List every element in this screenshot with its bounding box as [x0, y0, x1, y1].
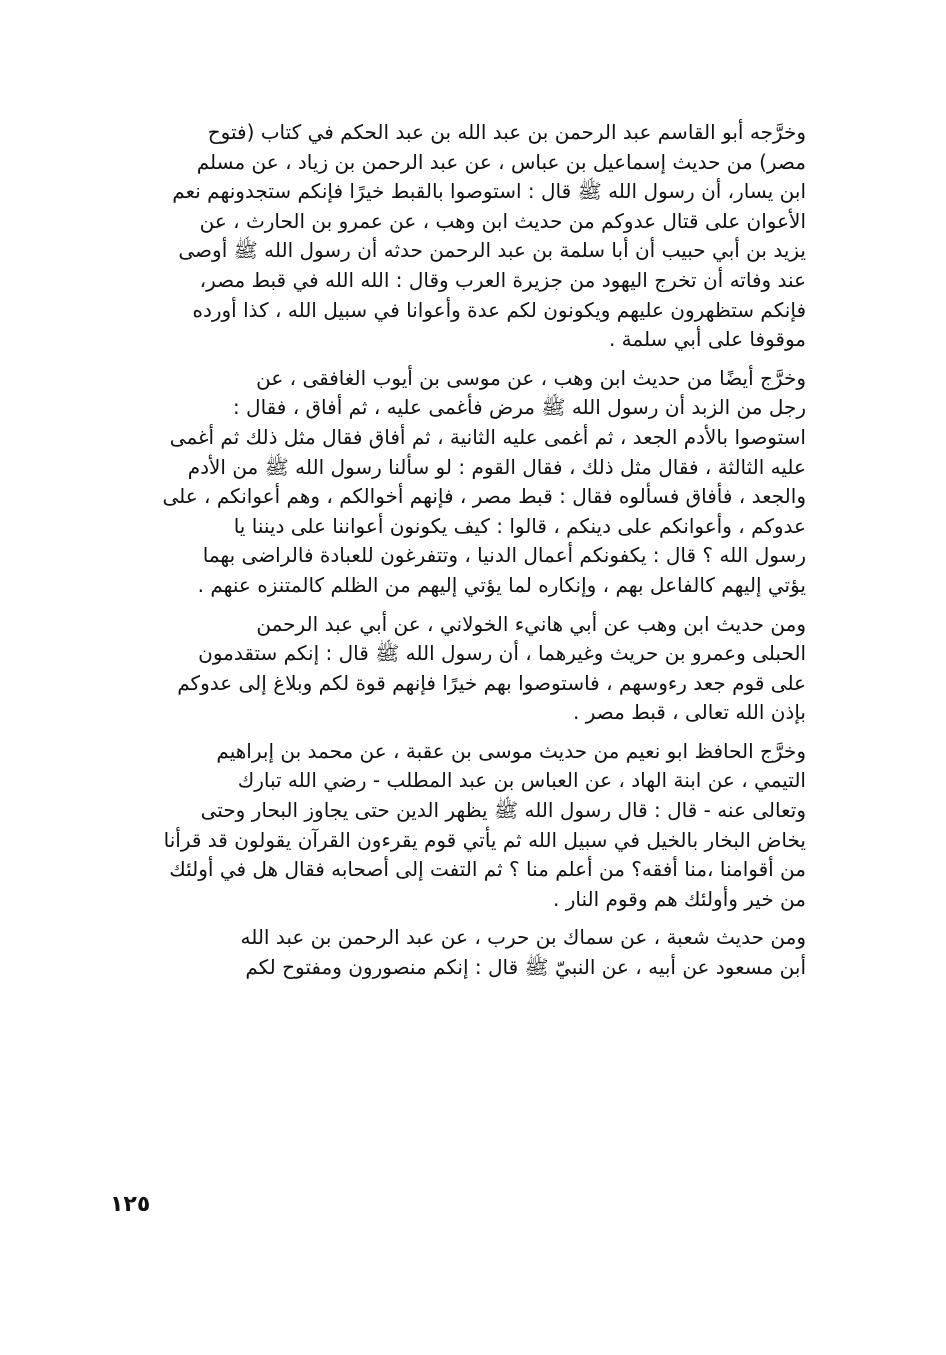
text-line: والجعد ، فأفاق فسألوه فقال : قبط مصر ، فإنهم أخوالكم ، وهم أعوانكم ، على: [162, 484, 806, 509]
text-line: رسول الله ؟ قال : يكفونكم أعمال الدنيا ، وتتفرغون للعبادة فالراضى بهما: [202, 543, 806, 568]
text-line: استوصوا بالأدم الجعد ، ثم أغمى عليه الثانية ، ثم أفاق فقال مثل ذلك ثم أغمى: [169, 424, 806, 449]
body-text: [108, 118, 840, 992]
text-line: الحبلى وعمرو بن حريث وغيرهما ، أن رسول الله ﷺ قال : إنكم ستقدمون: [198, 641, 806, 666]
paragraph: [108, 737, 840, 915]
text-line: بإذن الله تعالى ، قبط مصر .: [573, 700, 806, 725]
text-line: التيمي ، عن ابنة الهاد ، عن العباس بن عبد المطلب - رضي الله تبارك: [237, 768, 806, 793]
text-line: ابن يسار، أن رسول الله ﷺ قال : استوصوا بالقبط خيرًا فإنكم ستجدونهم نعم: [172, 179, 806, 204]
text-line: موقوفا على أبي سلمة .: [608, 327, 806, 352]
text-line: ومن حديث شعبة ، عن سماك بن حرب ، عن عبد الرحمن بن عبد الله: [240, 925, 806, 950]
paragraph: [108, 118, 840, 355]
text-line: عدوكم ، وأعوانكم على دينكم ، قالوا : كيف يكونون أعواننا على ديننا يا: [233, 513, 806, 538]
text-line: من خير وأولئك هم وقوم النار .: [553, 886, 806, 911]
text-line: وتعالى عنه - قال : قال رسول الله ﷺ يظهر الدين حتى يجاوز البحار وحتى: [200, 798, 806, 823]
text-line: يؤتي إليهم كالفاعل بهم ، وإنكاره لما يؤتي إليهم من الظلم كالمتنزه عنهم .: [197, 572, 806, 597]
text-line: يخاض البخار بالخيل في سبيل الله ثم يأتي قوم يقرءون القرآن يقولون قد قرأنا: [163, 827, 806, 852]
paragraph: [108, 364, 840, 601]
text-line: من أقوامنا ،منا أفقه؟ من أعلم منا ؟ ثم التفت إلى أصحابه فقال هل في أولئك: [169, 857, 806, 882]
paragraph: [108, 923, 840, 982]
text-line: مصر) من حديث إسماعيل بن عباس ، عن عبد الرحمن بن زياد ، عن مسلم: [196, 149, 806, 174]
text-line: يزيد بن أبي حبيب أن أبا سلمة بن عبد الرحمن حدثه أن رسول الله ﷺ أوصى: [178, 238, 806, 263]
text-line: على قوم جعد رءوسهم ، فاستوصوا بهم خيرًا فإنهم قوة لكم وبلاغ إلى عدوكم: [177, 670, 806, 695]
paragraph: [108, 610, 840, 728]
text-line: ومن حديث ابن وهب عن أبي هانيء الخولاني ، عن أبي عبد الرحمن: [256, 611, 806, 636]
text-line: عند وفاته أن تخرج اليهود من جزيرة العرب وقال : الله الله في قبط مصر،: [199, 267, 806, 292]
page-number: ١٢٥: [110, 1192, 151, 1217]
text-line: أبن مسعود عن أبيه ، عن النبيّ ﷺ قال : إنكم منصورون ومفتوح لكم: [245, 955, 806, 980]
text-line: وخرَّج أيضًا من حديث ابن وهب ، عن موسى بن أيوب الغافقى ، عن: [256, 365, 806, 390]
text-line: رجل من الزبد أن رسول الله ﷺ مرض فأغمى عليه ، ثم أفاق ، فقال :: [232, 395, 806, 420]
text-line: عليه الثالثة ، فقال مثل ذلك ، فقال القوم : لو سألنا رسول الله ﷺ من الأدم: [187, 454, 806, 479]
text-line: وخرَّجه أبو القاسم عبد الرحمن بن عبد الله بن عبد الحكم في كتاب (فتوح: [207, 120, 806, 144]
text-line: فإنكم ستظهرون عليهم ويكونون لكم عدة وأعوانا في سبيل الله ، كذا أورده: [192, 297, 806, 322]
text-line: الأعوان على قتال عدوكم من حديث ابن وهب ، عن عمرو بن الحارث ، عن: [199, 208, 806, 233]
text-line: وخرَّج الحافظ ابو نعيم من حديث موسى بن عقبة ، عن محمد بن إبراهيم: [216, 738, 806, 763]
